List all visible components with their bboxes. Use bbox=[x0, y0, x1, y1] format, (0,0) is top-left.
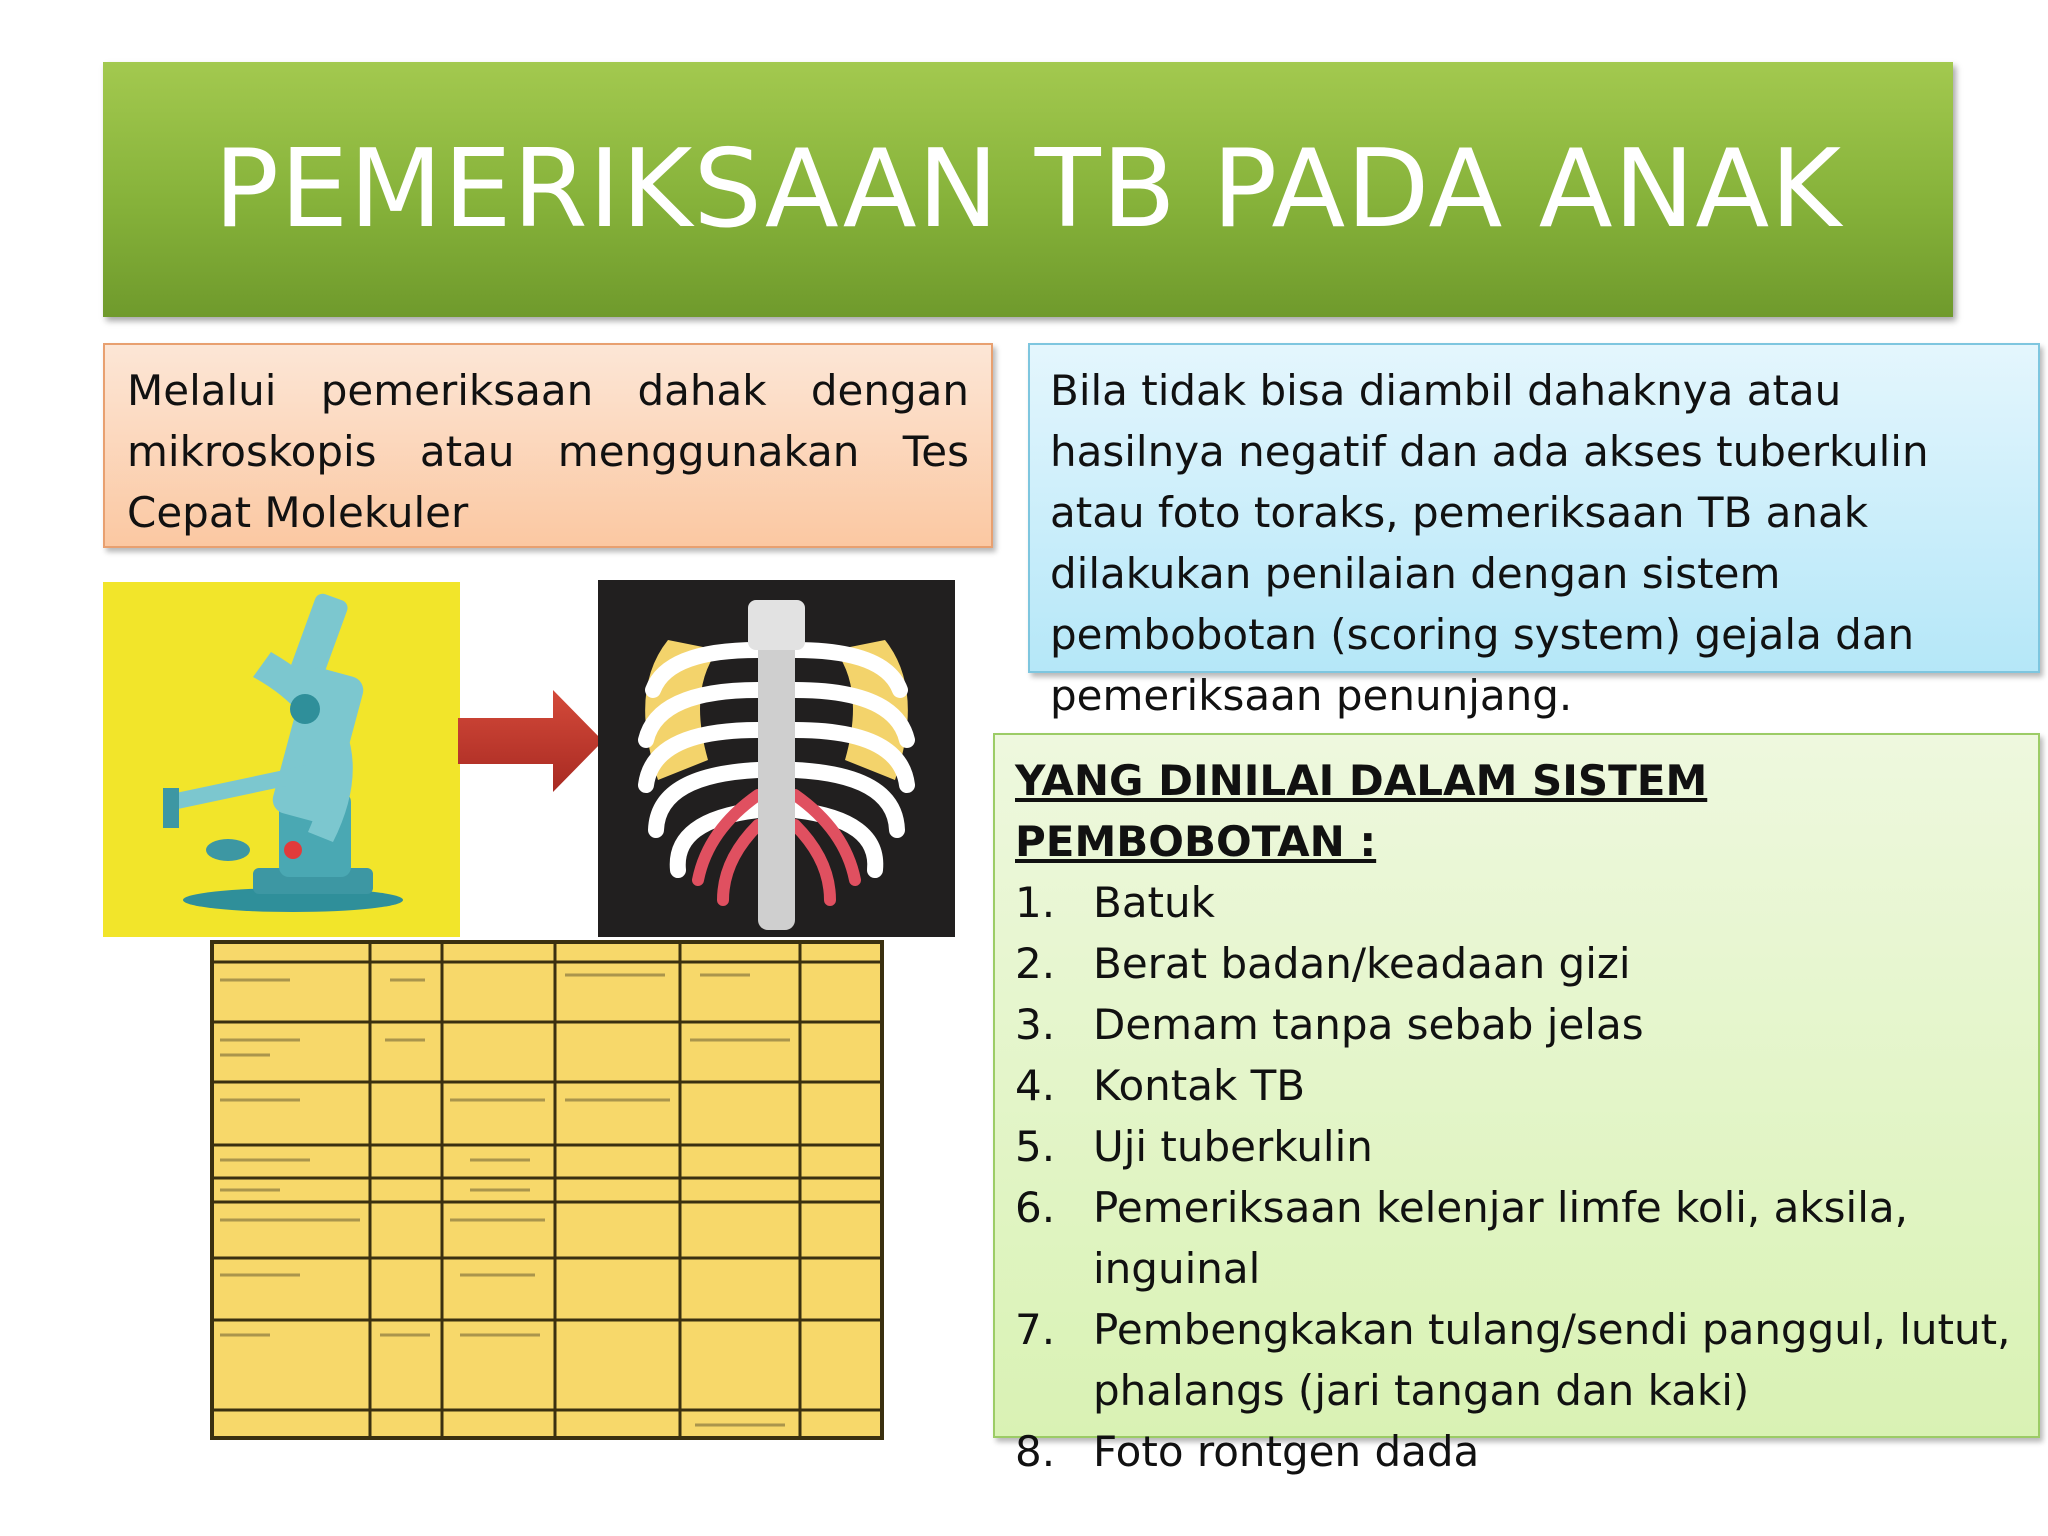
item-text: Uji tuberkulin bbox=[1093, 1122, 1373, 1171]
item-number: 8. bbox=[1015, 1427, 1056, 1476]
item-number: 7. bbox=[1015, 1305, 1056, 1354]
scoring-table-image bbox=[210, 940, 884, 1440]
sputum-exam-box bbox=[103, 343, 993, 548]
item-number: 2. bbox=[1015, 939, 1056, 988]
item-text: Demam tanpa sebab jelas bbox=[1093, 1000, 1644, 1049]
arrow-right-icon bbox=[458, 686, 603, 796]
item-text: Batuk bbox=[1093, 878, 1215, 927]
list-item bbox=[1015, 872, 2018, 933]
title-banner bbox=[103, 62, 1953, 317]
item-text: Pembengkakan tulang/sendi panggul, lutut, phalangs (jari tangan dan kaki) bbox=[1093, 1305, 2011, 1415]
item-number: 4. bbox=[1015, 1061, 1056, 1110]
item-text: Kontak TB bbox=[1093, 1061, 1306, 1110]
slide-title: PEMERIKSAAN TB PADA ANAK bbox=[213, 127, 1843, 252]
criteria-list bbox=[1015, 872, 2018, 1482]
list-item bbox=[1015, 994, 2018, 1055]
scoring-criteria-box bbox=[993, 733, 2040, 1476]
list-item bbox=[1015, 1177, 2018, 1299]
item-number: 6. bbox=[1015, 1183, 1056, 1232]
rib-cage-icon bbox=[598, 580, 955, 937]
microscope-icon bbox=[103, 582, 460, 937]
item-number: 1. bbox=[1015, 878, 1056, 927]
item-text: Foto rontgen dada bbox=[1093, 1427, 1480, 1476]
list-item bbox=[1015, 1421, 2018, 1482]
item-number: 3. bbox=[1015, 1000, 1056, 1049]
item-text: Berat badan/keadaan gizi bbox=[1093, 939, 1631, 988]
item-text: Pemeriksaan kelenjar limfe koli, aksila, inguinal bbox=[1093, 1183, 1908, 1293]
list-item bbox=[1015, 1116, 2018, 1177]
sputum-exam-text: Melalui pemeriksaan dahak dengan mikroskopis atau menggunakan Tes Cepat Molekuler bbox=[127, 366, 969, 537]
list-item bbox=[1015, 933, 2018, 994]
list-item bbox=[1015, 1299, 2018, 1421]
criteria-heading: YANG DINILAI DALAM SISTEM PEMBOBOTAN : bbox=[1015, 756, 1708, 866]
item-number: 5. bbox=[1015, 1122, 1056, 1171]
scoring-info-text: Bila tidak bisa diambil dahaknya atau hasilnya negatif dan ada akses tuberkulin atau foto toraks, pemeriksaan TB anak dilakukan penilaian dengan sistem pembobotan (scoring system) gejala dan pemeriksaan penunjang. bbox=[1050, 366, 1929, 720]
list-item bbox=[1015, 1055, 2018, 1116]
scoring-info-box bbox=[1028, 343, 2040, 720]
